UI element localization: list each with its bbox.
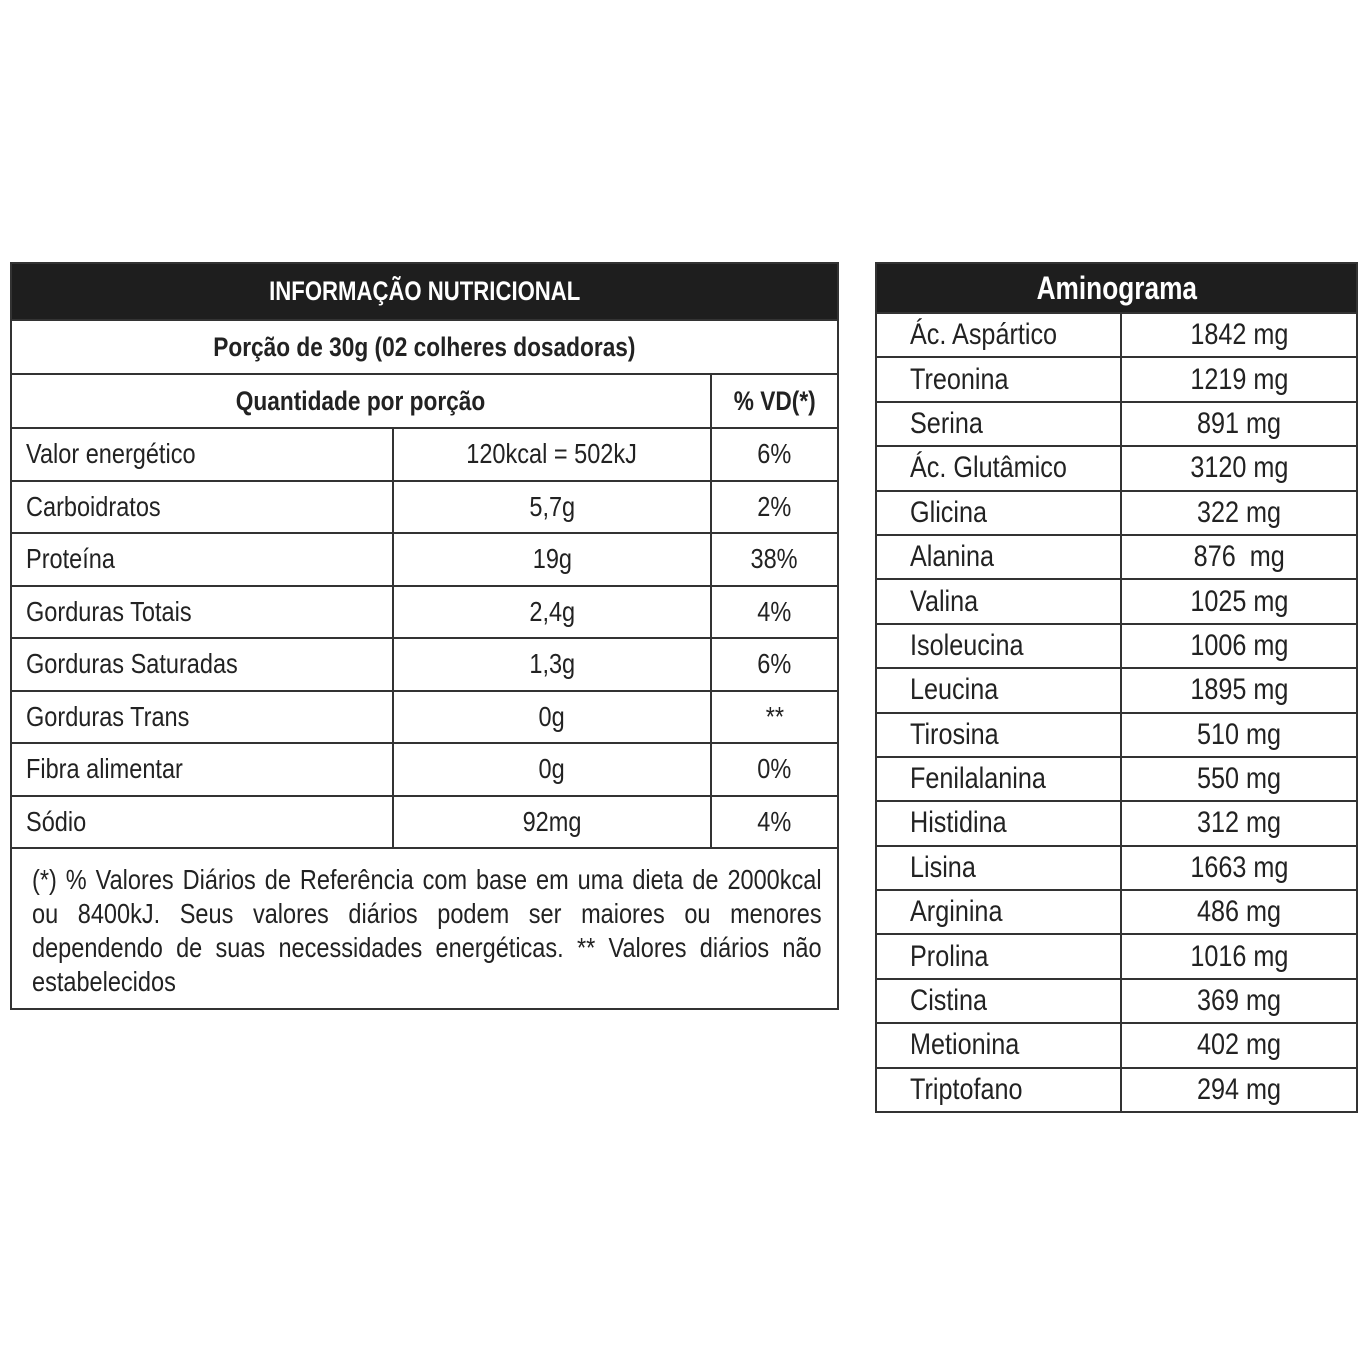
nutrient-vd-cell <box>712 482 837 533</box>
nutrient-amount-cell <box>394 534 712 585</box>
aminogram-title-text: Aminograma <box>1036 269 1197 306</box>
aminogram-row <box>877 1067 1356 1111</box>
aminogram-row <box>877 312 1356 356</box>
aminogram-row <box>877 845 1356 889</box>
amino-acid-value-cell <box>1122 980 1356 1022</box>
aminogram-row <box>877 667 1356 711</box>
amino-acid-value-cell <box>1122 714 1356 756</box>
nutrition-title <box>12 264 837 319</box>
nutrient-name: Gorduras Totais <box>26 595 192 627</box>
nutrient-vd-cell <box>712 587 837 638</box>
nutrition-row <box>12 427 837 480</box>
amino-acid-name-cell <box>877 714 1122 756</box>
amino-acid-value-cell <box>1122 447 1356 489</box>
aminogram-row <box>877 623 1356 667</box>
nutrition-row <box>12 742 837 795</box>
nutrition-row <box>12 480 837 533</box>
amino-acid-value: 1016 mg <box>1189 939 1289 973</box>
nutrient-vd-cell <box>712 429 837 480</box>
column-header-row <box>12 373 837 427</box>
amino-acid-name: Glicina <box>910 495 988 529</box>
amino-acid-name: Metionina <box>910 1028 1020 1062</box>
nutrition-row <box>12 532 837 585</box>
amino-acid-value-cell <box>1122 358 1356 400</box>
vd-header <box>712 375 837 427</box>
amino-acid-value: 510 mg <box>1196 717 1282 751</box>
amino-acid-name: Histidina <box>910 806 1007 840</box>
amino-acid-value: 369 mg <box>1196 984 1282 1018</box>
amino-acid-value-cell <box>1122 536 1356 578</box>
amino-acid-name: Valina <box>910 584 979 618</box>
nutrient-vd: 6% <box>757 648 792 680</box>
amino-acid-value-cell <box>1122 625 1356 667</box>
portion-text: Porção de 30g (02 colheres dosadoras) <box>213 331 636 362</box>
footnote <box>12 847 837 1008</box>
aminogram-row <box>877 978 1356 1022</box>
amino-acid-name-cell <box>877 358 1122 400</box>
amino-acid-name: Triptofano <box>910 1072 1023 1106</box>
nutrient-amount: 120kcal = 502kJ <box>466 438 638 470</box>
nutrient-name: Proteína <box>26 543 115 575</box>
amino-acid-name: Tirosina <box>910 717 999 751</box>
amino-acid-name: Leucina <box>910 673 999 707</box>
amino-acid-name-cell <box>877 935 1122 977</box>
nutrient-vd: 2% <box>757 490 792 522</box>
nutrient-amount: 0g <box>538 700 566 732</box>
nutrient-vd: 0% <box>757 753 792 785</box>
aminogram-row <box>877 933 1356 977</box>
nutrient-amount-cell <box>394 692 712 743</box>
amino-acid-name: Arginina <box>910 895 1003 929</box>
vd-header-text: % VD(*) <box>733 385 816 416</box>
nutrient-name-cell <box>12 744 394 795</box>
nutrient-amount-cell <box>394 482 712 533</box>
amino-acid-value-cell <box>1122 492 1356 534</box>
nutrient-vd: 38% <box>750 543 799 575</box>
amino-acid-value: 402 mg <box>1196 1028 1282 1062</box>
amino-acid-name-cell <box>877 536 1122 578</box>
nutrient-vd: 6% <box>757 438 792 470</box>
nutrient-name-cell <box>12 797 394 848</box>
aminogram-row <box>877 1022 1356 1066</box>
aminogram-row <box>877 534 1356 578</box>
amino-acid-name-cell <box>877 580 1122 622</box>
aminogram-row <box>877 578 1356 622</box>
nutrition-row <box>12 690 837 743</box>
amino-acid-value-cell <box>1122 847 1356 889</box>
amino-acid-value-cell <box>1122 758 1356 800</box>
nutrient-name-cell <box>12 639 394 690</box>
nutrient-amount-cell <box>394 639 712 690</box>
nutrient-amount-cell <box>394 587 712 638</box>
amino-acid-name-cell <box>877 758 1122 800</box>
amino-acid-name-cell <box>877 403 1122 445</box>
nutrient-vd-cell <box>712 797 837 848</box>
aminogram-row <box>877 490 1356 534</box>
nutrient-name-cell <box>12 482 394 533</box>
amino-acid-value-cell <box>1122 935 1356 977</box>
amino-acid-value: 3120 mg <box>1189 451 1289 485</box>
nutrition-row <box>12 637 837 690</box>
aminogram-row <box>877 800 1356 844</box>
nutrient-amount: 92mg <box>522 805 582 837</box>
amino-acid-value: 1895 mg <box>1189 673 1289 707</box>
nutrient-amount-cell <box>394 797 712 848</box>
aminogram-row <box>877 889 1356 933</box>
amino-acid-value-cell <box>1122 1024 1356 1066</box>
amino-acid-name-cell <box>877 891 1122 933</box>
nutrition-title-text: INFORMAÇÃO NUTRICIONAL <box>268 276 581 306</box>
nutrient-vd-cell <box>712 534 837 585</box>
nutrient-vd: ** <box>765 700 784 732</box>
aminogram-row <box>877 356 1356 400</box>
amino-acid-name-cell <box>877 314 1122 356</box>
amino-acid-name-cell <box>877 1069 1122 1111</box>
nutrient-vd-cell <box>712 744 837 795</box>
nutrient-amount: 5,7g <box>529 490 575 522</box>
amino-acid-name-cell <box>877 847 1122 889</box>
amino-acid-value: 1025 mg <box>1189 584 1289 618</box>
footnote-text: (*) % Valores Diários de Referência com base em uma dieta de 2000kcal ou 8400kJ. Seus valores diários podem ser maiores ou menores dependendo de suas necessidades energéticas. ** Valores diários não estabelecidos <box>32 864 822 997</box>
aminogram-row <box>877 401 1356 445</box>
amino-acid-name: Alanina <box>910 540 995 574</box>
amino-acid-name: Isoleucina <box>910 628 1024 662</box>
nutrient-name-cell <box>12 692 394 743</box>
amino-acid-name-cell <box>877 447 1122 489</box>
nutrient-name: Gorduras Saturadas <box>26 648 238 680</box>
nutrient-name-cell <box>12 587 394 638</box>
aminogram-row <box>877 756 1356 800</box>
amino-acid-name-cell <box>877 669 1122 711</box>
amino-acid-name-cell <box>877 802 1122 844</box>
nutrient-vd-cell <box>712 692 837 743</box>
nutrient-amount-cell <box>394 429 712 480</box>
portion-row <box>12 319 837 373</box>
amino-acid-value: 1219 mg <box>1189 362 1289 396</box>
amino-acid-value: 294 mg <box>1196 1072 1282 1106</box>
quantity-header-text: Quantidade por porção <box>236 385 486 416</box>
amino-acid-value-cell <box>1122 403 1356 445</box>
nutrient-amount: 1,3g <box>529 648 575 680</box>
nutrient-amount: 0g <box>538 753 566 785</box>
amino-acid-value-cell <box>1122 802 1356 844</box>
nutrient-vd-cell <box>712 639 837 690</box>
amino-acid-value-cell <box>1122 314 1356 356</box>
amino-acid-name-cell <box>877 492 1122 534</box>
nutrient-vd: 4% <box>757 595 792 627</box>
aminogram-row <box>877 712 1356 756</box>
nutrient-name: Gorduras Trans <box>26 700 190 732</box>
aminogram-title <box>877 264 1356 312</box>
amino-acid-value: 322 mg <box>1196 495 1282 529</box>
nutrient-vd: 4% <box>757 805 792 837</box>
nutrient-name: Sódio <box>26 805 87 837</box>
amino-acid-value: 312 mg <box>1196 806 1282 840</box>
aminogram-row <box>877 445 1356 489</box>
amino-acid-value: 550 mg <box>1196 762 1282 796</box>
amino-acid-name: Ác. Glutâmico <box>910 451 1067 485</box>
nutrition-facts-table <box>10 262 839 1010</box>
aminogram-table <box>875 262 1358 1113</box>
amino-acid-value-cell <box>1122 669 1356 711</box>
nutrition-row <box>12 585 837 638</box>
nutrient-name: Carboidratos <box>26 490 161 522</box>
amino-acid-name-cell <box>877 1024 1122 1066</box>
amino-acid-name: Ác. Aspártico <box>910 318 1058 352</box>
amino-acid-value-cell <box>1122 580 1356 622</box>
amino-acid-name: Treonina <box>910 362 1009 396</box>
amino-acid-name: Prolina <box>910 939 989 973</box>
nutrient-amount: 2,4g <box>529 595 575 627</box>
amino-acid-name: Cistina <box>910 984 988 1018</box>
amino-acid-value: 1842 mg <box>1189 318 1289 352</box>
nutrient-name-cell <box>12 429 394 480</box>
amino-acid-value: 891 mg <box>1196 406 1282 440</box>
amino-acid-value: 486 mg <box>1196 895 1282 929</box>
amino-acid-value-cell <box>1122 891 1356 933</box>
quantity-header <box>12 375 712 427</box>
amino-acid-name: Serina <box>910 406 983 440</box>
nutrient-amount-cell <box>394 744 712 795</box>
nutrient-amount: 19g <box>532 543 572 575</box>
amino-acid-value: 1663 mg <box>1189 850 1289 884</box>
amino-acid-value-cell <box>1122 1069 1356 1111</box>
nutrient-name-cell <box>12 534 394 585</box>
amino-acid-name: Lisina <box>910 850 976 884</box>
amino-acid-value: 1006 mg <box>1189 628 1289 662</box>
nutrition-row <box>12 795 837 848</box>
amino-acid-value: 876 mg <box>1193 540 1285 574</box>
nutrient-name: Fibra alimentar <box>26 753 183 785</box>
amino-acid-name-cell <box>877 625 1122 667</box>
amino-acid-name-cell <box>877 980 1122 1022</box>
amino-acid-name: Fenilalanina <box>910 762 1046 796</box>
nutrient-name: Valor energético <box>26 438 196 470</box>
